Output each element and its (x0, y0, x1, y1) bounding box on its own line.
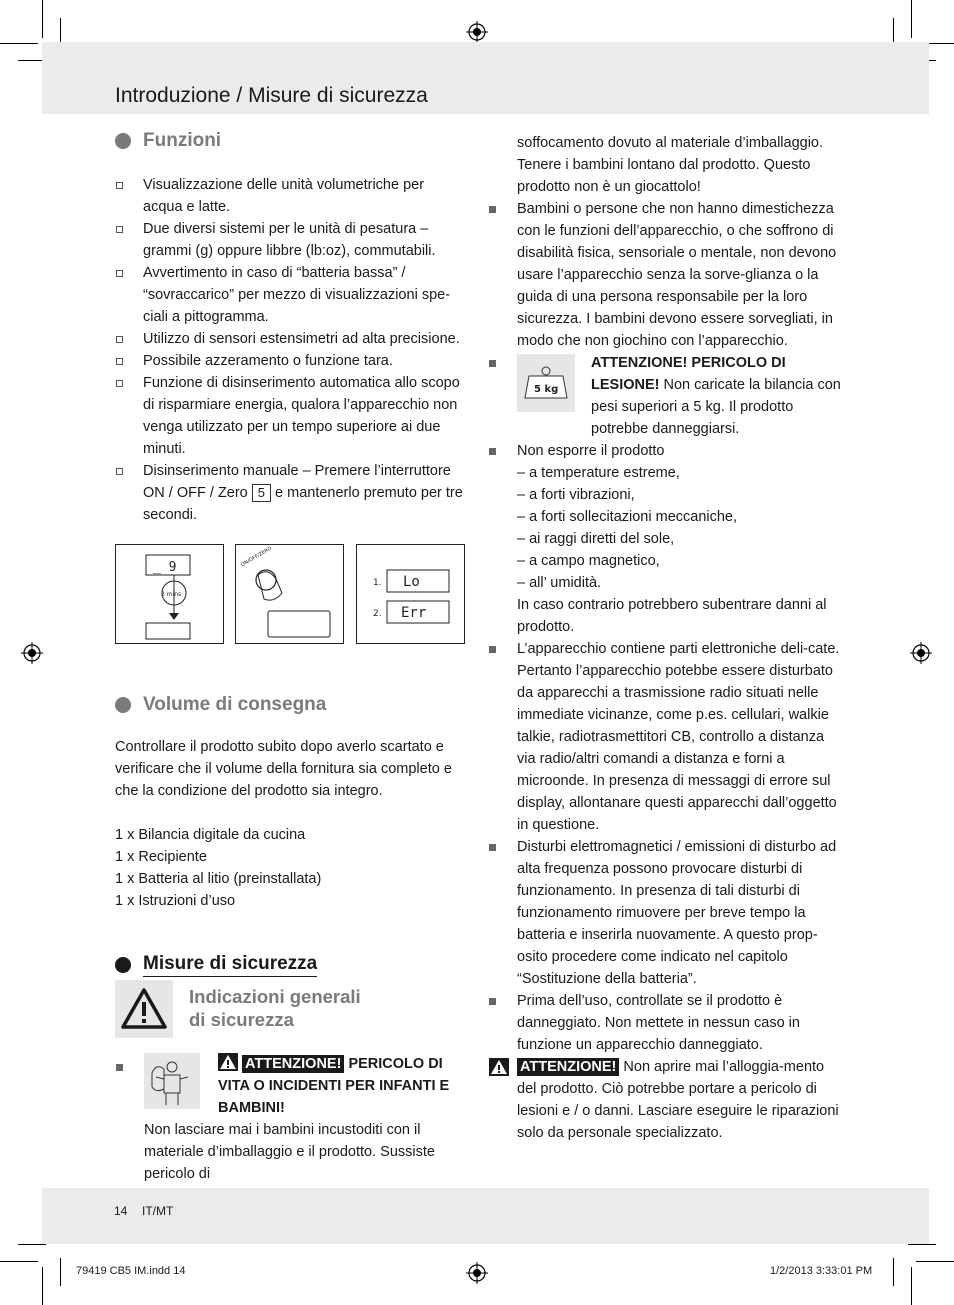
list-item: Possibile azzeramento o funzione tara. (115, 350, 467, 372)
registration-mark-icon (910, 642, 932, 664)
figure-error-displays (356, 544, 465, 644)
crop-mark (42, 1267, 43, 1305)
square-bullet-icon (489, 448, 496, 455)
svg-text:Err: Err (401, 605, 427, 621)
list-item-weight-warning: 5 kg ATTENZIONE! PERICOLO DI LESIONE! Non caricate la bilancia con pesi superiori a 5 kg. Il prodotto potrebbe danneggiarsi. (489, 352, 841, 440)
list-item: Utilizzo di sensori estensimetri ad alta precisione. (115, 328, 467, 350)
warning-triangle-icon (218, 1053, 238, 1071)
continued-paragraph: soffocamento dovuto al materiale d’imballaggio. Tenere i bambini lontano dal prodotto. Questo prodotto non è un giocattolo! (517, 135, 824, 195)
svg-text:1.: 1. (373, 578, 382, 588)
square-bullet-icon (489, 206, 496, 213)
attention-tag: ATTENZIONE! (242, 1055, 344, 1073)
crop-mark (893, 1258, 894, 1286)
warning-housing: ATTENZIONE! Non aprire mai l’alloggia-mento del prodotto. Ciò potrebbe portare a pericolo di lesioni e / o danni. Lasciare eseguire le riparazioni solo da personale specializzato. (489, 1056, 841, 1144)
svg-text:_ 9: _ 9 (153, 560, 177, 575)
warning-triangle-icon (115, 980, 173, 1038)
scale-display-icon (116, 545, 223, 643)
registration-mark-icon (21, 642, 43, 664)
crop-mark (911, 0, 912, 38)
error-display-icon (357, 545, 464, 643)
language-code: IT/MT (142, 1204, 174, 1218)
list-item: 1 x Bilancia digitale da cucina (115, 827, 306, 843)
volume-intro: Controllare il prodotto subito dopo averlo scartato e verificare che il volume della fornitura sia completo e che la condizione del prodotto sia integro. (115, 739, 452, 799)
footer-band (42, 1188, 929, 1244)
contents-list (115, 824, 467, 912)
list-item: Disturbi elettromagnetici / emissioni di disturbo ad alta frequenza possono provocare disturbi di funzionamento. In presenza di tali disturbi di funzionamento rimuovere per breve tempo la batteria e inserirla nuovamente. A questo prop-osito procedere come indicato nel capitolo “Sostituzione della batteria”. (489, 836, 841, 990)
list-item: Avvertimento in caso di “batteria bassa” / “sovraccarico” per mezzo di visualizzazioni spe-ciali a pittogramma. (115, 262, 467, 328)
square-bullet-icon (116, 1064, 123, 1071)
figure-auto-off (115, 544, 224, 644)
bullet-dot-icon (115, 697, 131, 713)
bullet-dot-icon (115, 957, 131, 973)
section-heading-funzioni: Funzioni (115, 126, 467, 156)
registration-mark-icon (466, 21, 488, 43)
checkbox-bullet-icon (116, 336, 123, 343)
child-with-bag-icon (144, 1053, 200, 1109)
svg-text:Lo: Lo (403, 574, 420, 590)
subheading-general-safety: Indicazioni generali di sicurezza (189, 986, 361, 1030)
square-bullet-icon (489, 646, 496, 653)
warning-sign-box (115, 980, 173, 1038)
list-item: 1 x Recipiente (115, 849, 207, 865)
checkbox-bullet-icon (116, 468, 123, 475)
page-title: Introduzione / Misure di sicurezza (115, 84, 428, 107)
list-item: L’apparecchio contiene parti elettroniche deli-cate. Pertanto l’apparecchio potebbe essere disturbato da apparecchi a trasmissione radio situati nelle immediate vicinanze, come p.es. cellulari, walkie talkie, radiotrasmettitori CB, controllo a distanza via radio/altri comandi a distanza e forni a microonde. In presenza di messaggi di errore sul display, allontanare questi apparecchi dall’oggetto in questione. (489, 638, 841, 836)
crop-mark (0, 1261, 38, 1262)
crop-mark (908, 1244, 936, 1245)
crop-mark (60, 1258, 61, 1286)
list-item: Due diversi sistemi per le unità di pesatura – grammi (g) oppure libbre (lb:oz), commutabili. (115, 218, 467, 262)
list-item: Disinserimento manuale – Premere l’interruttore ON / OFF / Zero 5 e mantenerlo premuto per tre secondi. (115, 460, 467, 526)
checkbox-bullet-icon (116, 182, 123, 189)
page-number: 14 (114, 1204, 128, 1218)
crop-mark (916, 1261, 954, 1262)
list-item: 1 x Batteria al litio (preinstallata) (115, 871, 322, 887)
svg-text:2.: 2. (373, 609, 382, 619)
list-item-exposure: Non esporre il prodotto – a temperature estreme, – a forti vibrazioni, – a forti sollecitazioni meccaniche, – ai raggi diretti del sole, – a campo magnetico, – all’ umidità. In caso contrario potrebbero subentrare danni al prodotto. (489, 440, 841, 638)
list-item: 1 x Istruzioni d’uso (115, 893, 236, 909)
section-heading-sicurezza: Misure di sicurezza (115, 950, 467, 980)
svg-text:5 kg: 5 kg (534, 384, 559, 395)
list-item: Prima dell’uso, controllate se il prodotto è danneggiato. Non mettete in nessun caso in funzione un apparecchio danneggiato. (489, 990, 841, 1056)
child-hazard-text: Non lasciare mai i bambini incustoditi con il materiale d’imballaggio e il prodotto. Sussiste pericolo di (144, 1122, 435, 1182)
section-heading-volume: Volume di consegna (115, 690, 467, 720)
list-item: Visualizzazione delle unità volumetriche per acqua e latte. (115, 174, 467, 218)
list-item: Bambini o persone che non hanno dimestichezza con le funzioni dell’apparecchio, o che soffrono di disabilità fisica, sensoriale o mentale, non devono usare l’apparecchio senza la sorve-glianza o la guida di una persona responsabile per la loro sicurezza. I bambini devono essere sorvegliati, in modo che non giochino con l’apparecchio. (489, 198, 841, 352)
square-bullet-icon (489, 998, 496, 1005)
slug-file-info: 79419 CB5 IM.indd 14 (76, 1265, 186, 1277)
weight-icon (517, 354, 575, 412)
right-column (489, 132, 841, 1144)
attention-tag: ATTENZIONE! (517, 1058, 619, 1076)
crop-mark (18, 1244, 46, 1245)
button-press-icon (236, 545, 343, 643)
weight-pictogram (517, 354, 575, 412)
crop-mark (911, 1267, 912, 1305)
square-bullet-icon (489, 360, 496, 367)
svg-text:ON/OFF/ZERO: ON/OFF/ZERO (239, 545, 274, 569)
crop-mark (0, 43, 38, 44)
figures-row (115, 544, 467, 644)
checkbox-bullet-icon (116, 380, 123, 387)
child-hazard-pictogram (144, 1053, 200, 1109)
slug-timestamp: 1/2/2013 3:33:01 PM (770, 1265, 873, 1277)
warning-triangle-icon (489, 1058, 509, 1076)
list-item: Funzione di disinserimento automatica allo scopo di risparmiare energia, qualora l’apparecchio non venga utilizzato per un tempo superiore ai due minuti. (115, 372, 467, 460)
square-bullet-icon (489, 844, 496, 851)
registration-mark-icon (466, 1262, 488, 1284)
svg-text:2 mins: 2 mins (161, 591, 182, 598)
key-reference-box: 5 (252, 484, 271, 502)
checkbox-bullet-icon (116, 270, 123, 277)
checkbox-bullet-icon (116, 226, 123, 233)
crop-mark (42, 0, 43, 38)
bullet-dot-icon (115, 133, 131, 149)
funzioni-list (115, 174, 467, 526)
checkbox-bullet-icon (116, 358, 123, 365)
child-hazard-heading: ATTENZIONE! PERICOLO DI VITA O INCIDENTI PER INFANTI E BAMBINI! (218, 1053, 468, 1119)
left-column (115, 126, 467, 980)
figure-manual-off (235, 544, 344, 644)
